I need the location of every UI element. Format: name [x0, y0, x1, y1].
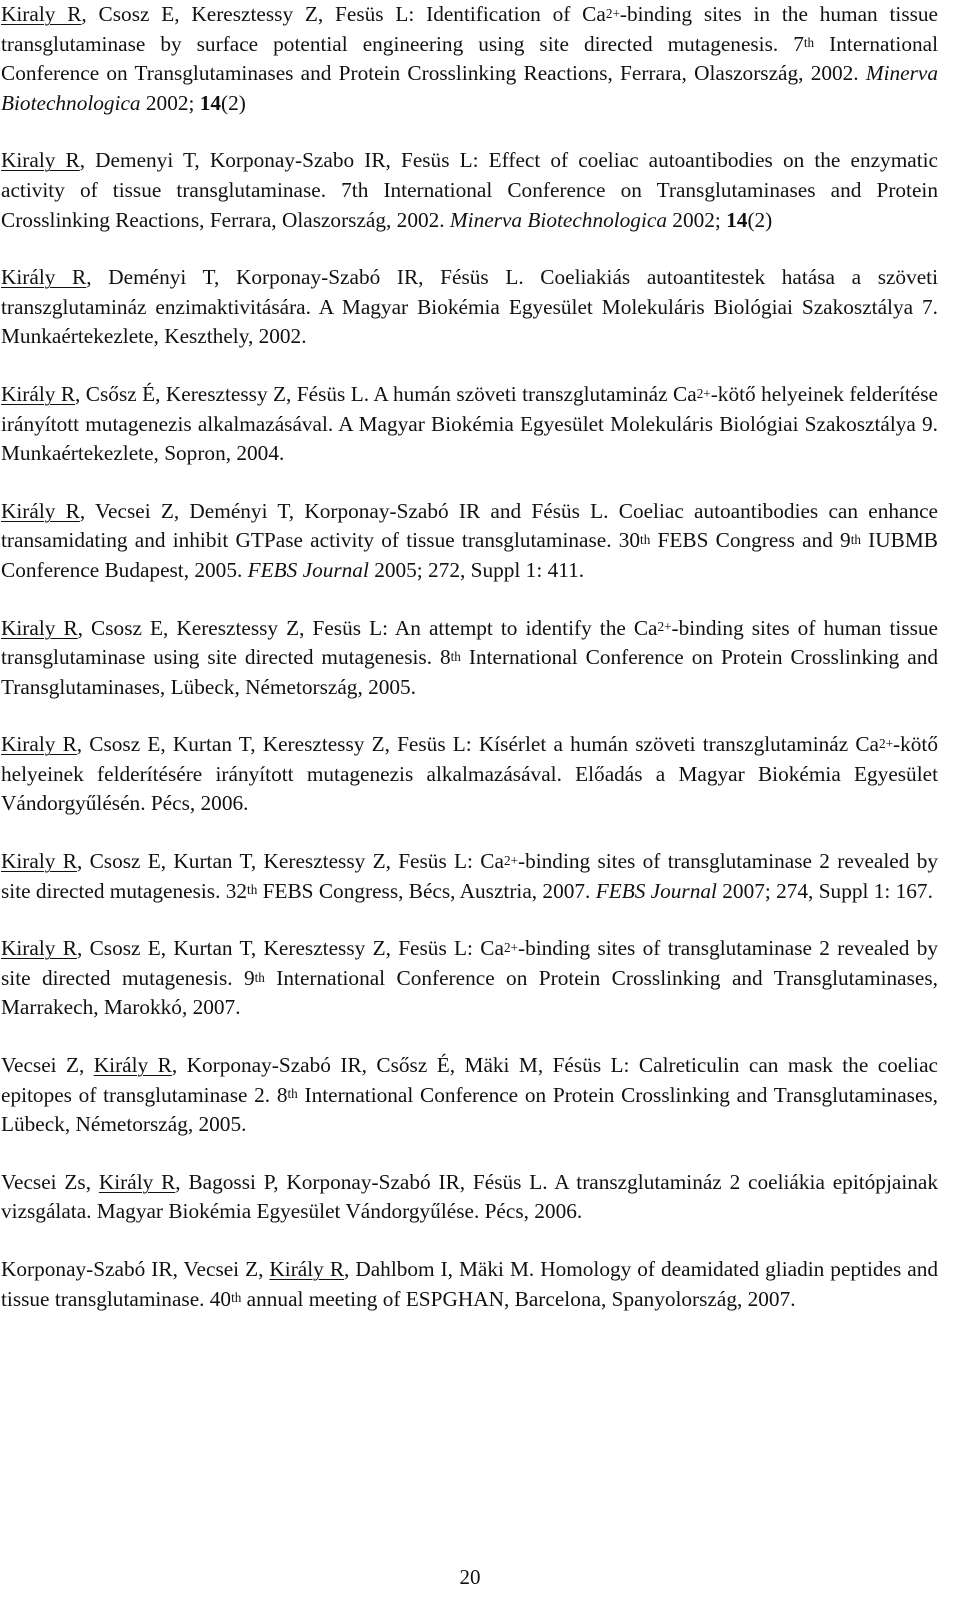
reference-text: (2) [747, 207, 773, 232]
superscript: 2+ [879, 735, 894, 751]
volume-number: 14 [726, 207, 748, 232]
superscript: th [640, 532, 651, 548]
reference-item [1, 730, 938, 819]
reference-item [1, 614, 938, 703]
author-name: Király R [269, 1257, 345, 1281]
reference-text: , Korponay-Szabó IR, Csősz É, Mäki M, Fésüs L: Calreticulin can mask the coeliac epitopes of transglutaminase 2. 8 [1, 1053, 939, 1107]
superscript: th [247, 882, 258, 898]
superscript: 2+ [605, 5, 620, 21]
reference-text: International Conference on Protein Crosslinking and Transglutaminases, Lübeck, Németország, 2005. [1, 1082, 939, 1137]
superscript: 2+ [657, 619, 672, 635]
journal-title: FEBS Journal [247, 557, 369, 582]
superscript: th [231, 1290, 242, 1306]
reference-item [1, 934, 938, 1023]
journal-title: Minerva Biotechnologica [449, 207, 667, 232]
reference-text: International Conference on Transglutaminases and Protein Crosslinking Reactions, Ferrara, Olaszország, 2002. [1, 31, 938, 86]
reference-text: Vecsei Zs, [1, 1169, 99, 1194]
author-name: Király R [1, 498, 80, 523]
page-number: 20 [459, 1565, 481, 1589]
reference-text: FEBS Congress, Bécs, Ausztria, 2007. [257, 878, 596, 903]
reference-text: , Csosz E, Keresztessy Z, Fesüs L: Identification of Ca [81, 2, 606, 26]
author-name: Kiraly R [1, 148, 80, 173]
reference-text: annual meeting of ESPGHAN, Barcelona, Spanyolország, 2007. [241, 1286, 796, 1311]
reference-text: , Demenyi T, Korponay-Szabo IR, Fesüs L: Effect of coeliac autoantibodies on the enzymatic activity of tissue transglutaminase. 7th International Conference on Transglutaminases and Protein Crosslinking Reactions, Ferrara, Olaszország, 2002. [1, 148, 938, 232]
reference-text: , Csosz E, Kurtan T, Keresztessy Z, Fesüs L: Kísérlet a humán szöveti transzglutamináz Ca [76, 732, 880, 757]
journal-title: FEBS Journal [595, 878, 717, 903]
superscript: th [803, 35, 815, 51]
reference-text: International Conference on Protein Crosslinking and Transglutaminases, Marrakech, Marokkó, 2007. [1, 965, 938, 1020]
reference-item [1, 497, 938, 586]
reference-item [1, 146, 938, 235]
reference-item [1, 1051, 938, 1140]
author-name: Király R [98, 1169, 176, 1194]
reference-text: , Vecsei Z, Deményi T, Korponay-Szabó IR and Fésüs L. Coeliac autoantibodies can enhance transamidating and inhibit GTPase activity of tissue transglutaminase. 30 [1, 498, 939, 553]
reference-text: , Dahlbom I, Mäki M. Homology of deamidated gliadin peptides and tissue transglutaminase. 40 [1, 1257, 939, 1311]
reference-text: Korponay-Szabó IR, Vecsei Z, [1, 1257, 270, 1281]
reference-item [1, 263, 938, 352]
author-name: Király R [1, 265, 87, 290]
reference-text: International Conference on Protein Crosslinking and Transglutaminases, Lübeck, Németország, 2005. [1, 645, 939, 699]
reference-text: , Csosz E, Keresztessy Z, Fesüs L: An attempt to identify the Ca [77, 615, 658, 640]
superscript: 2+ [696, 385, 711, 401]
reference-text: 2002; [666, 207, 727, 232]
superscript: th [254, 969, 265, 985]
reference-item [1, 847, 938, 906]
author-name: Kiraly R [1, 936, 77, 961]
volume-number: 14 [199, 90, 222, 115]
reference-text: , Deményi T, Korponay-Szabó IR, Fésüs L. Coeliakiás autoantitestek hatása a szöveti transzglutamináz enzimaktivitására. A Magyar Biokémia Egyesület Molekuláris Biológiai Szakosztálya 7. Munkaértekezlete, Keszthely, 2002. [1, 265, 939, 349]
reference-text: -binding sites of transglutaminase 2 revealed by site directed mutagenesis. 32 [1, 849, 938, 903]
superscript: th [850, 532, 861, 548]
author-name: Kiraly R [1, 849, 77, 874]
reference-item [1, 1168, 938, 1227]
reference-text: FEBS Congress and 9 [650, 528, 851, 553]
reference-text: 2002; [140, 90, 200, 115]
reference-text: IUBMB Conference Budapest, 2005. [1, 528, 938, 582]
reference-text: -binding sites of human tissue transglutaminase using site directed mutagenesis. 8 [1, 615, 938, 670]
reference-item [1, 1255, 938, 1314]
author-name: Kiraly R [1, 732, 77, 757]
reference-text: 2005; 272, Suppl 1: 411. [368, 557, 585, 582]
reference-item [1, 380, 938, 469]
reference-text: , Bagossi P, Korponay-Szabó IR, Fésüs L. A transzglutamináz 2 coeliákia epitópjainak vizsgálata. Magyar Biokémia Egyesület Vándorgyűlése. Pécs, 2006. [1, 1169, 938, 1224]
reference-text: -kötő helyeinek felderítésére irányított mutagenezis alkalmazásával. Előadás a Magyar Biokémia Egyesület Vándorgyűlésén. Pécs, 2006. [1, 732, 939, 816]
reference-text: Vecsei Z, [1, 1053, 94, 1078]
superscript: 2+ [503, 852, 518, 868]
author-name: Kiraly R [1, 615, 78, 640]
superscript: th [450, 648, 461, 664]
superscript: 2+ [503, 939, 518, 955]
author-name: Király R [93, 1053, 172, 1078]
reference-item [1, 0, 938, 118]
journal-title: Minerva Biotechnologica [1, 61, 938, 115]
reference-list [1, 0, 938, 1342]
author-name: Kiraly R [1, 2, 82, 26]
reference-text: 2007; 274, Suppl 1: 167. [716, 878, 933, 903]
reference-text: -binding sites of transglutaminase 2 revealed by site directed mutagenesis. 9 [1, 936, 938, 990]
reference-text: , Csosz E, Kurtan T, Keresztessy Z, Fesüs L: Ca [76, 849, 504, 874]
author-name: Király R [1, 381, 76, 406]
reference-text: , Csosz E, Kurtan T, Keresztessy Z, Fesüs L: Ca [76, 936, 504, 961]
superscript: th [287, 1086, 298, 1102]
reference-text: , Csősz É, Keresztessy Z, Fésüs L. A humán szöveti transzglutamináz Ca [75, 381, 697, 406]
reference-text: -binding sites in the human tissue transglutaminase by surface potential engineering using site directed mutagenesis. 7 [1, 2, 938, 56]
reference-text: -kötő helyeinek felderítése irányított mutagenezis alkalmazásával. A Magyar Biokémia Egyesület Molekuláris Biológiai Szakosztálya 9. Munkaértekezlete, Sopron, 2004. [1, 381, 939, 466]
reference-text: (2) [221, 90, 246, 115]
